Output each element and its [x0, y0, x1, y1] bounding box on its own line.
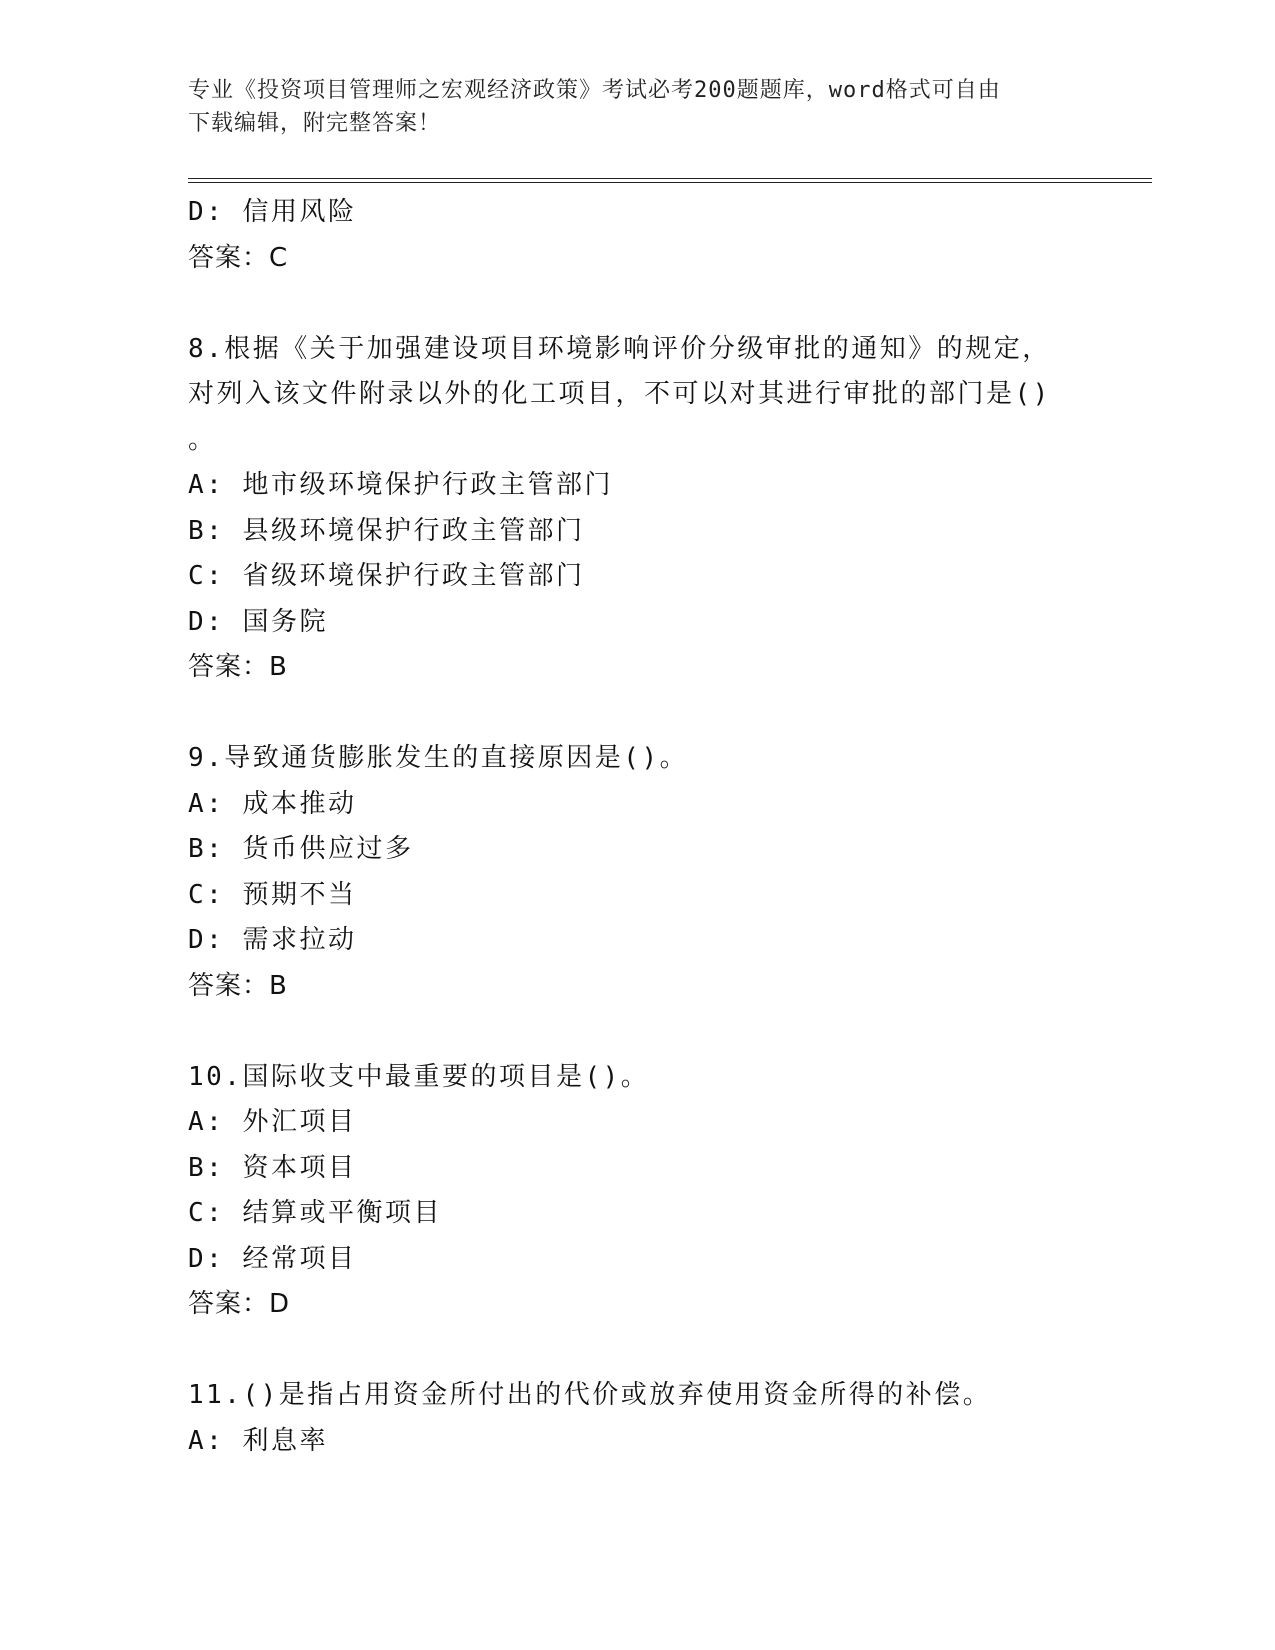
question-block-10 — [188, 1055, 1152, 1328]
question-block-9 — [188, 736, 1152, 1009]
option-d: D: 需求拉动 — [188, 925, 357, 955]
option-c: C: 省级环境保护行政主管部门 — [188, 561, 585, 591]
question-block-7 — [188, 190, 1152, 281]
question-text: 10.国际收支中最重要的项目是()。 — [188, 1061, 650, 1092]
block-spacer — [188, 1328, 1152, 1374]
answer-line: 答案：B — [188, 970, 288, 1001]
answer-line: 答案：C — [188, 242, 289, 273]
question-block-11 — [188, 1373, 1152, 1464]
option-d: D: 信用风险 — [188, 197, 357, 227]
option-c: C: 预期不当 — [188, 879, 357, 910]
option-a: A: 利息率 — [188, 1425, 328, 1456]
document-header — [188, 74, 1088, 140]
question-text-cont: 对列入该文件附录以外的化工项目，不可以对其进行审批的部门是() — [188, 379, 1051, 409]
answer-line: 答案：B — [188, 652, 288, 682]
block-spacer — [188, 1009, 1152, 1055]
option-c: C: 结算或平衡项目 — [188, 1198, 442, 1228]
block-spacer — [188, 281, 1152, 327]
header-rule-top — [188, 178, 1152, 179]
question-text-cont: 。 — [188, 424, 217, 455]
question-content — [188, 190, 1152, 1464]
option-a: A: 外汇项目 — [188, 1107, 357, 1137]
header-line-1: 专业《投资项目管理师之宏观经济政策》考试必考200题题库，word格式可自由 — [188, 78, 1001, 103]
option-a: A: 地市级环境保护行政主管部门 — [188, 470, 613, 500]
option-d: D: 国务院 — [188, 606, 328, 637]
option-b: B: 货币供应过多 — [188, 834, 414, 864]
option-a: A: 成本推动 — [188, 788, 357, 819]
question-text: 8.根据《关于加强建设项目环境影响评价分级审批的通知》的规定， — [188, 333, 1051, 364]
question-text: 11.()是指占用资金所付出的代价或放弃使用资金所得的补偿。 — [188, 1380, 992, 1410]
answer-line: 答案：D — [188, 1289, 291, 1319]
question-block-8 — [188, 327, 1152, 691]
header-rule-bottom — [188, 182, 1152, 183]
block-spacer — [188, 691, 1152, 737]
question-text: 9.导致通货膨胀发生的直接原因是()。 — [188, 743, 689, 773]
option-d: D: 经常项目 — [188, 1243, 357, 1274]
header-line-2: 下载编辑，附完整答案！ — [188, 111, 442, 136]
option-b: B: 县级环境保护行政主管部门 — [188, 515, 585, 546]
option-b: B: 资本项目 — [188, 1152, 357, 1183]
